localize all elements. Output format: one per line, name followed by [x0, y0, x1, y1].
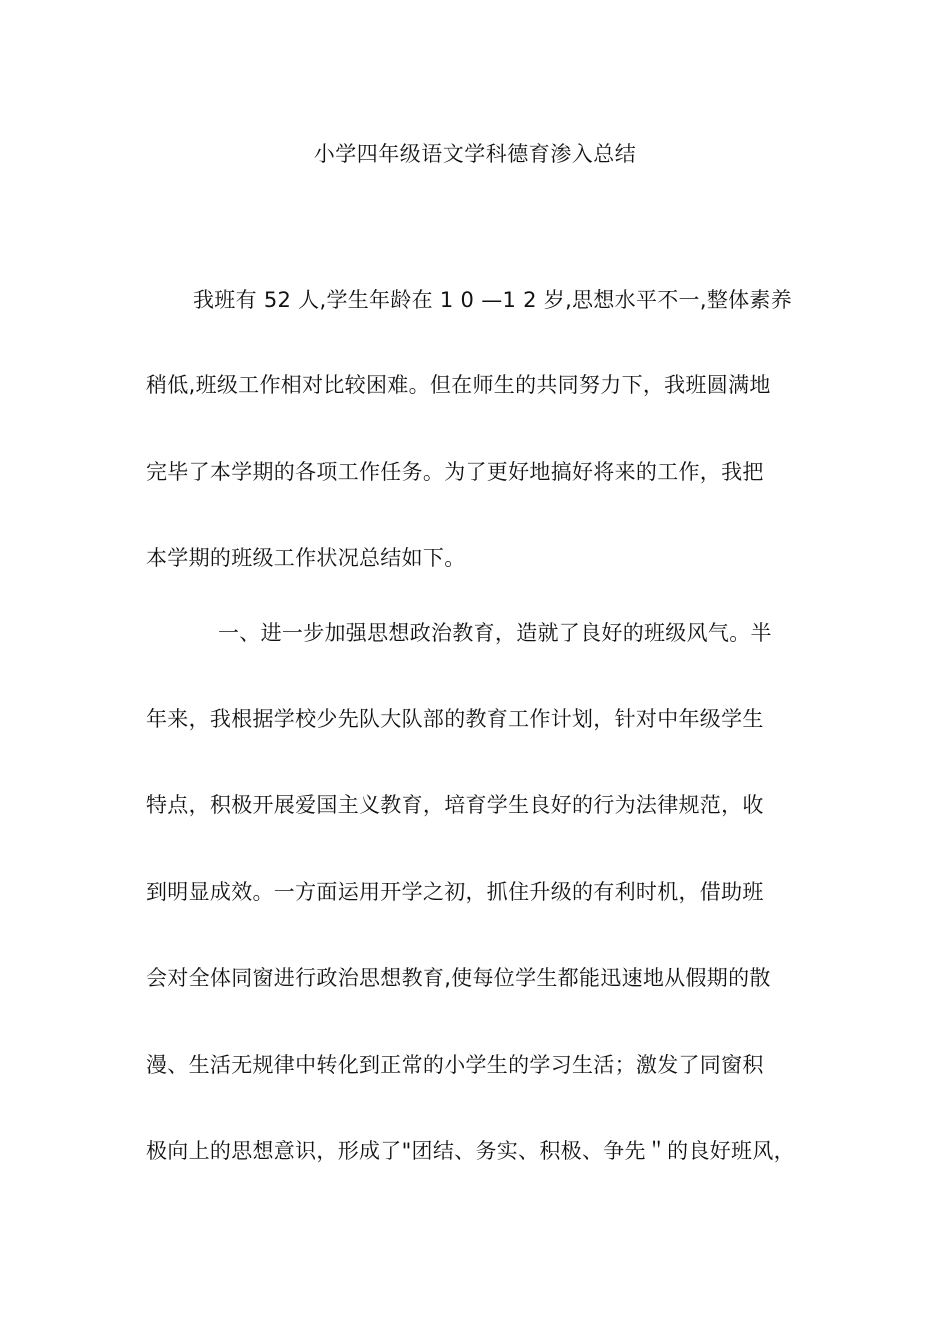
- paragraph-line: 特点，积极开展爱国主义教育，培育学生良好的行为法律规范，收: [146, 793, 764, 817]
- paragraph-line: 年来，我根据学校少先队大队部的教育工作计划，针对中年级学生: [146, 707, 764, 731]
- paragraph-line: 本学期的班级工作状况总结如下。: [146, 546, 466, 570]
- paragraph-line: 我班有 52 人,学生年龄在 1 0 —1 2 岁,思想水平不一,整体素养: [193, 288, 793, 312]
- paragraph-line: 完毕了本学期的各项工作任务。为了更好地搞好将来的工作，我把: [146, 460, 764, 484]
- section-heading-line: 一、进一步加强思想政治教育，造就了良好的班级风气。半: [218, 621, 772, 645]
- paragraph-line: 极向上的思想意识，形成了"团结、务实、积极、争先＂的良好班风，: [146, 1139, 795, 1163]
- document-title: 小学四年级语文学科德育渗入总结: [313, 142, 637, 166]
- paragraph-line: 会对全体同窗进行政治思想教育,使每位学生都能迅速地从假期的散: [146, 966, 771, 990]
- paragraph-line: 漫、生活无规律中转化到正常的小学生的学习生活；激发了同窗积: [146, 1053, 764, 1077]
- paragraph-line: 到明显成效。一方面运用开学之初，抓住升级的有利时机，借助班: [146, 880, 764, 904]
- paragraph-line: 稍低,班级工作相对比较困难。但在师生的共同努力下，我班圆满地: [146, 373, 771, 397]
